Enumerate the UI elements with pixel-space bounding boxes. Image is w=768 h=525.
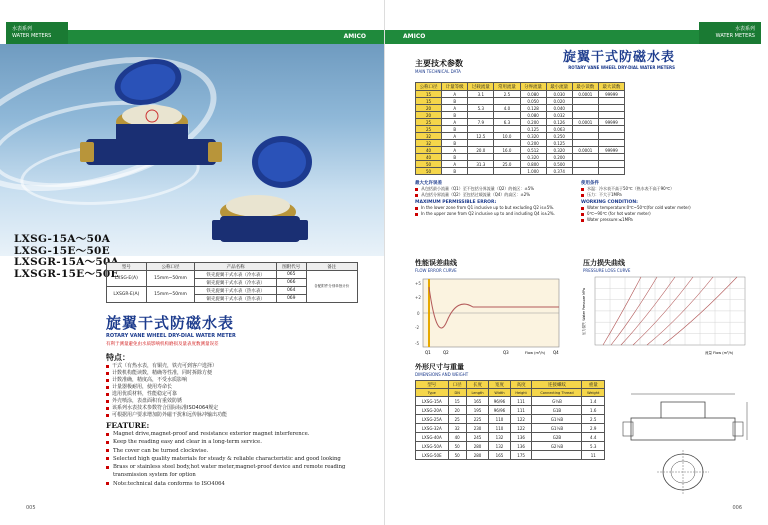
spec-cell: 15 (416, 91, 442, 98)
spec-cell (468, 168, 494, 175)
spec-cell (468, 154, 494, 161)
dim-cell: LXSG-15A (416, 397, 449, 406)
spec-cell: B (442, 168, 468, 175)
dim-cell: 32 (448, 424, 466, 433)
dim-cell: 225 (466, 415, 488, 424)
spec-cell (494, 126, 520, 133)
dimension-table (415, 380, 605, 460)
dim-header: 连接螺纹 (532, 381, 582, 389)
spec-cell: 0.320 (520, 133, 546, 140)
spec-header: 分界流量 (520, 83, 546, 91)
spec-cell: 20.0 (468, 147, 494, 154)
working-en-list (581, 205, 751, 223)
spec-row (416, 119, 625, 126)
spec-cell: B (442, 154, 468, 161)
working-en-item: 0℃~90℃ (for hot water meter) (581, 211, 751, 217)
spec-cell: 0.374 (546, 168, 572, 175)
spec-cell: 7.9 (468, 119, 494, 126)
spec-cell: A (442, 105, 468, 112)
spec-cell (572, 112, 598, 119)
error-en-list (415, 205, 575, 217)
spec-cell: 0.125 (520, 126, 546, 133)
dim-cell: 245 (466, 433, 488, 442)
error-title-en: MAXIMUM PERMISSIBLE ERROR: (415, 200, 497, 205)
feature-item: 计量器极耐用，使用寿命长 (106, 384, 376, 391)
error-title-cn: 最大允许误差 (415, 181, 442, 186)
working-item: 水温：冷水表不高于50℃（热水表不高于90℃） (581, 186, 751, 192)
y-label: 0 (417, 311, 420, 316)
dim-cell: 230 (466, 424, 488, 433)
pressure-loss-chart (581, 275, 751, 357)
spec-cell: 0.030 (546, 91, 572, 98)
dim-row (416, 433, 605, 442)
dim-row (416, 424, 605, 433)
feature-en-item: Magnet drive,magnet-proof and resistance exterior magnet interference. (106, 430, 376, 438)
dim-cell: 15 (448, 397, 466, 406)
code-cell: 064 (276, 287, 306, 295)
x-tick: Q1 (425, 350, 431, 355)
spec-cell: 0.0001 (572, 119, 598, 126)
spec-cell: 40 (416, 147, 442, 154)
spec-row (416, 147, 625, 154)
spec-cell: 0.512 (520, 147, 546, 154)
dim-cell: 111 (510, 397, 532, 406)
model-cell: LXSGR-E(A) (107, 287, 147, 303)
spec-cell (572, 133, 598, 140)
dim-cell: G1B (532, 406, 582, 415)
spec-cell: 99999 (598, 91, 624, 98)
y-label: -2 (415, 325, 419, 330)
product-cell: 铜壳旋翼干式水表（冷水表） (195, 279, 277, 287)
left-series-tab (6, 22, 68, 44)
model-table-header: 型号 (107, 263, 147, 271)
spec-cell (572, 168, 598, 175)
spec-cell (572, 161, 598, 168)
dim-cell: 50 (448, 451, 466, 460)
spec-cell (572, 98, 598, 105)
spec-cell (468, 126, 494, 133)
product-subtitle: 有利于测量避免由水质影响机构磨损及量表度数测量误差 (106, 342, 219, 347)
right-product-title-cn: 旋翼干式防磁水表 (563, 50, 676, 65)
spec-cell: 0.080 (520, 91, 546, 98)
spec-row (416, 161, 625, 168)
dim-cell: 122 (510, 415, 532, 424)
product-title-en: ROTARY VANE WHEEL DRY-DIAL WATER METER (106, 333, 236, 339)
feature-item: 可根据用户要求增加防外磁干扰和远传脉冲输出功能 (106, 412, 376, 419)
dim-cell: 25 (448, 415, 466, 424)
page-number: 005 (26, 505, 36, 511)
spec-cell (598, 133, 624, 140)
dim-cell: LXSG-50E (416, 451, 449, 460)
x-axis-label: Flow (m³/h) (525, 351, 546, 355)
spec-cell: 0.0001 (572, 147, 598, 154)
feature-item: 该系列水表技术参数符合国际标准ISO4064规定 (106, 405, 376, 412)
dim-cell: 111 (510, 406, 532, 415)
pressure-chart-title-en: PRESSURE LOSS CURVE (583, 268, 631, 273)
y-label: +2 (415, 295, 421, 300)
dim-row (416, 397, 605, 406)
spec-cell: 50 (416, 168, 442, 175)
spec-cell (598, 112, 624, 119)
dim-cell: 122 (510, 424, 532, 433)
diameter-cell: 15mm~50mm (146, 271, 195, 287)
feature-en-item: Selected high quality materials for steady & reliable characteristic and good looking (106, 455, 376, 463)
spec-cell: 0.032 (546, 112, 572, 119)
flow-chart-title-en: FLOW ERROR CURVE (415, 268, 457, 273)
dim-subheader: Connecting Thread (532, 389, 582, 397)
features-en-title: FEATURE: (106, 421, 150, 430)
spec-cell: 0.125 (546, 140, 572, 147)
right-product-title-en: ROTARY VANE WHEEL DRY-DIAL WATER METERS (568, 65, 676, 70)
dim-header: 重量 (582, 381, 605, 389)
dim-cell: 132 (489, 442, 511, 451)
spec-cell (494, 140, 520, 147)
spec-cell: 15 (416, 98, 442, 105)
spec-cell: 5.3 (468, 105, 494, 112)
features-en-list (106, 430, 376, 488)
spec-cell: 25.0 (494, 161, 520, 168)
spec-cell (598, 105, 624, 112)
spec-header: 最小流量 (546, 83, 572, 91)
pressure-y-label: 压力损失 Water Pressure MPa (582, 288, 586, 335)
spec-cell: 0.040 (546, 105, 572, 112)
spec-row (416, 168, 625, 175)
meter-head-outline (661, 402, 705, 418)
dim-cell (532, 451, 582, 460)
spec-cell (572, 126, 598, 133)
brand-logo: AMICO (343, 33, 366, 40)
x-tick: Q4 (553, 350, 559, 355)
spec-cell: 4.0 (494, 105, 520, 112)
spec-cell (572, 154, 598, 161)
y-label: +5 (415, 281, 421, 286)
spec-cell: 50 (416, 161, 442, 168)
dim-cell: LXSG-40A (416, 433, 449, 442)
brand-logo: AMICO (403, 33, 426, 40)
code-cell: 066 (276, 279, 306, 287)
model-cell: LXSG-E(A) (107, 271, 147, 287)
dim-cell: G1½B (532, 424, 582, 433)
dim-cell: 2.5 (582, 415, 605, 424)
tech-title-en: MAIN TECHNICAL DATA (415, 69, 461, 74)
spec-cell: 3.1 (468, 91, 494, 98)
dim-cell: 136 (510, 433, 532, 442)
model-table-header: 图附代号 (276, 263, 306, 271)
spec-row (416, 98, 625, 105)
dim-cell: 280 (466, 442, 488, 451)
flow-error-chart (413, 275, 563, 357)
feature-item: 选用优质材料，性能稳定可靠 (106, 391, 376, 398)
spec-cell: 0.250 (546, 133, 572, 140)
dim-subheader: Length (466, 389, 488, 397)
spec-cell: 0.0001 (572, 91, 598, 98)
spec-row (416, 133, 625, 140)
spec-cell: 0.800 (520, 161, 546, 168)
spec-cell: A (442, 161, 468, 168)
spec-cell (468, 98, 494, 105)
dim-header: 长度 (466, 381, 488, 389)
feature-item: 计数机构能读数，精确等性准，同时拆除方便 (106, 370, 376, 377)
spec-cell (598, 168, 624, 175)
model-table-header: 公称口径 (146, 263, 195, 271)
series-cn: 水表系列 (12, 26, 33, 32)
spec-cell: 99999 (598, 119, 624, 126)
error-cn-list (415, 186, 575, 198)
spec-header: 最大读数 (598, 83, 624, 91)
spec-table (415, 82, 625, 175)
code-cell: 069 (276, 295, 306, 303)
spec-cell: 0.050 (520, 98, 546, 105)
spec-cell: 12.5 (468, 133, 494, 140)
model-name: LXSG-15A～50A (14, 233, 111, 245)
dim-cell: 5.3 (582, 442, 605, 451)
spec-header: 计量等级 (442, 83, 468, 91)
dim-subheader: Weight (582, 389, 605, 397)
x-tick: Q2 (443, 350, 449, 355)
right-series-tab (699, 22, 761, 44)
spec-cell: B (442, 98, 468, 105)
dim-title-cn: 外形尺寸与重量 (415, 363, 464, 371)
spec-cell: 0.080 (520, 112, 546, 119)
spec-cell: A (442, 91, 468, 98)
features-cn-list (106, 363, 376, 419)
model-list (14, 234, 119, 280)
feature-en-item: Keep the reading easy and clear in a long-term service. (106, 438, 376, 446)
series-en: WATER METERS (715, 33, 755, 39)
working-title-cn: 使用条件 (581, 181, 599, 186)
feature-item: 计数准确，精度高，不受水质影响 (106, 377, 376, 384)
model-table (106, 262, 358, 303)
page-number: 006 (732, 505, 742, 511)
dim-cell: 110 (489, 424, 511, 433)
spec-row (416, 105, 625, 112)
x-tick: Q3 (503, 350, 509, 355)
product-title-cn: 旋翼干式防磁水表 (106, 314, 235, 332)
product-cell: 铁壳旋翼干式水表（冷水表） (195, 271, 277, 279)
spec-cell: A (442, 119, 468, 126)
error-item: 从包括分界流量（Q2）至包括过载流量（Q4）的高区：±2% (415, 192, 575, 198)
dim-subheader: Width (489, 389, 511, 397)
spec-header: 公称口径 (416, 83, 442, 91)
dim-cell: G2½B (532, 442, 582, 451)
spec-cell (598, 98, 624, 105)
dim-cell: 11 (582, 451, 605, 460)
spec-row (416, 91, 625, 98)
spec-cell: 0.126 (546, 119, 572, 126)
spec-cell: 0.020 (546, 98, 572, 105)
error-en-item: In the upper zone from Q2 inclusive up to and including Q4 is±2%. (415, 211, 575, 217)
dim-subheader: Type (416, 389, 449, 397)
spec-cell: 25 (416, 126, 442, 133)
dim-row (416, 442, 605, 451)
spec-cell: 0.200 (520, 140, 546, 147)
spec-cell: 0.320 (546, 147, 572, 154)
dim-cell: 4.4 (582, 433, 605, 442)
left-header-bar (68, 30, 384, 44)
dimension-drawing (617, 388, 757, 498)
dim-cell: 50 (448, 442, 466, 451)
dim-cell: 96/96 (489, 406, 511, 415)
feature-en-item: Note:technical data conforms to ISO4064 (106, 480, 376, 488)
dim-cell: 1.6 (582, 406, 605, 415)
spec-row (416, 140, 625, 147)
spec-header: 最小读数 (572, 83, 598, 91)
remark-cell: 各配附件分别单独计价 (306, 271, 357, 303)
water-meter-illustration (0, 44, 384, 256)
spec-cell: B (442, 140, 468, 147)
dim-header: 宽度 (489, 381, 511, 389)
dim-title-en: DIMENSIONS AND WEIGHT (415, 372, 469, 377)
spec-row (416, 126, 625, 133)
feature-item: 干式（有热水表，有铜壳，铁壳可到客户选择） (106, 363, 376, 370)
spec-cell: 0.500 (546, 161, 572, 168)
dim-cell: 165 (489, 451, 511, 460)
spec-cell: 10.0 (494, 133, 520, 140)
dim-cell: 195 (466, 406, 488, 415)
pressure-x-label: 流量 Flow (m³/h) (705, 351, 734, 355)
features-cn-title: 特点： (106, 353, 130, 362)
spec-cell: A (442, 147, 468, 154)
pressure-chart-title-cn: 压力损失曲线 (583, 259, 625, 267)
dim-header: 口径 (448, 381, 466, 389)
spec-cell: 32 (416, 140, 442, 147)
right-header-bar (385, 30, 699, 44)
spec-cell (598, 140, 624, 147)
spec-cell: 2.5 (494, 91, 520, 98)
y-label: -5 (415, 341, 419, 346)
model-table-header: 产品名称 (195, 263, 277, 271)
dim-header: 型号 (416, 381, 449, 389)
right-page (384, 0, 768, 525)
dim-cell: LXSG-25A (416, 415, 449, 424)
dim-cell: G1¼B (532, 415, 582, 424)
dim-subheader: DN (448, 389, 466, 397)
feature-en-item: Brass or stainless steel body,hot water meter,magnet-proof device and remote reading transmission system for option (106, 463, 376, 480)
dim-cell: G2B (532, 433, 582, 442)
spec-header: 过载流量 (468, 83, 494, 91)
dim-row (416, 406, 605, 415)
spec-cell: 1.000 (520, 168, 546, 175)
spec-cell: 0.200 (546, 154, 572, 161)
spec-cell: 0.128 (520, 105, 546, 112)
spec-row (416, 154, 625, 161)
spec-cell: B (442, 126, 468, 133)
feature-en-item: The cover can be turned clockwise. (106, 447, 376, 455)
error-item: 从包括最小流量（Q1）至不包括分界流量（Q2）的低区：±5% (415, 186, 575, 192)
spec-cell (598, 154, 624, 161)
series-cn: 水表系列 (734, 26, 755, 32)
model-name: LXSG-15E～50E (14, 244, 110, 257)
tech-title-cn: 主要技术参数 (415, 59, 463, 68)
dim-subheader: Height (510, 389, 532, 397)
dim-row (416, 451, 605, 460)
meter-body-outline (631, 418, 735, 440)
flow-chart-title-cn: 性能误差曲线 (415, 259, 457, 267)
product-cell: 铁壳旋翼干式水表（热水表） (195, 287, 277, 295)
spec-cell: 25 (416, 119, 442, 126)
spec-row (416, 112, 625, 119)
spec-cell: 20 (416, 105, 442, 112)
spec-cell: 0.320 (520, 154, 546, 161)
working-cn-list (581, 186, 751, 198)
diameter-cell: 15mm~50mm (146, 287, 195, 303)
spec-cell (468, 112, 494, 119)
spec-cell: 32 (416, 133, 442, 140)
spec-cell (572, 140, 598, 147)
dim-cell: 280 (466, 451, 488, 460)
spec-cell (494, 154, 520, 161)
dim-cell: 40 (448, 433, 466, 442)
spec-cell: A (442, 133, 468, 140)
dim-cell: 2.9 (582, 424, 605, 433)
spec-cell: 20 (416, 112, 442, 119)
model-name: LXSGR-15E～50E (14, 267, 119, 280)
model-name: LXSGR-15A～50A (14, 256, 120, 268)
dim-cell: LXSG-20A (416, 406, 449, 415)
working-en-item: Water temperature:0℃~50℃(for cold water meter) (581, 205, 751, 211)
spec-cell: 31.3 (468, 161, 494, 168)
dim-cell: 132 (489, 433, 511, 442)
dim-row (416, 415, 605, 424)
spec-cell (494, 112, 520, 119)
spec-cell (572, 105, 598, 112)
spec-header: 常用流量 (494, 83, 520, 91)
dim-cell: 175 (510, 451, 532, 460)
dim-cell: 20 (448, 406, 466, 415)
spec-cell (494, 98, 520, 105)
working-item: 压力：不大于1MPa (581, 192, 751, 198)
model-table-header: 备注 (306, 263, 357, 271)
spec-cell: 16.0 (494, 147, 520, 154)
product-cell: 铜壳旋翼干式水表（热水表） (195, 295, 277, 303)
dim-cell: 165 (466, 397, 488, 406)
dim-cell: 96/96 (489, 397, 511, 406)
dim-cell: LXSG-32A (416, 424, 449, 433)
spec-cell: 0.200 (520, 119, 546, 126)
error-en-item: In the lower zone from Q1 inclusive up to but excluding Q2 is±5%. (415, 205, 575, 211)
code-cell: 065 (276, 271, 306, 279)
spec-cell (468, 140, 494, 147)
dim-cell: LXSG-50A (416, 442, 449, 451)
spec-cell: 0.063 (546, 126, 572, 133)
spec-cell (598, 126, 624, 133)
working-en-item: Water pressure:≤1MPa (581, 217, 751, 223)
working-title-en: WORKING CONDITION: (581, 200, 638, 205)
spec-cell (494, 168, 520, 175)
series-en: WATER METERS (12, 33, 52, 39)
dim-cell: 110 (489, 415, 511, 424)
feature-item: 外壳喷涂，表盘面积有重效防锈 (106, 398, 376, 405)
spec-cell: B (442, 112, 468, 119)
dim-header: 高度 (510, 381, 532, 389)
spec-cell (598, 161, 624, 168)
dim-cell: G¾B (532, 397, 582, 406)
dim-cell: 1.4 (582, 397, 605, 406)
spec-cell: 40 (416, 154, 442, 161)
spec-cell: 6.3 (494, 119, 520, 126)
dim-cell: 136 (510, 442, 532, 451)
spec-cell: 99999 (598, 147, 624, 154)
